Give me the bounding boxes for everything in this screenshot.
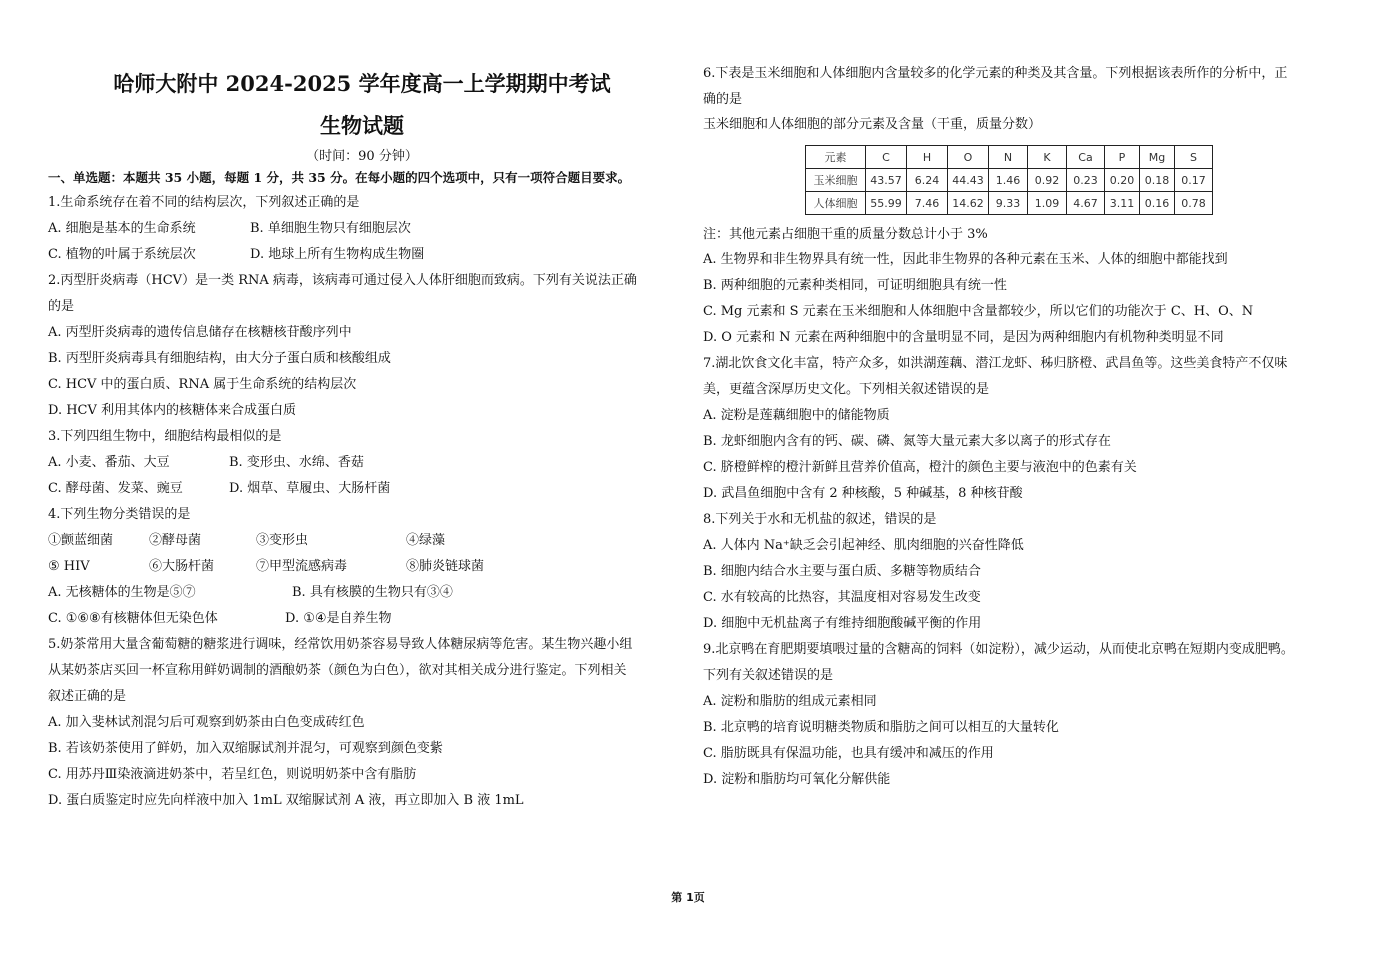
element-table — [805, 145, 1213, 215]
table-cell: 44.43 — [948, 169, 989, 192]
table-header-cell: S — [1175, 146, 1213, 169]
table-header-cell: O — [948, 146, 989, 169]
table-header-cell: Mg — [1140, 146, 1175, 169]
table-header-cell: K — [1028, 146, 1067, 169]
q6-option-c: C. Mg 元素和 S 元素在玉米细胞和人体细胞中含量都较少，所以它们的功能次于 C、H、O、N — [703, 304, 1254, 319]
q8-option-c: C. 水有较高的比热容，其温度相对容易发生改变 — [703, 590, 981, 605]
q1-option-c: C. 植物的叶属于系统层次 — [48, 247, 196, 262]
q4-item-4: ④绿藻 — [406, 533, 446, 548]
exam-title: 哈师大附中 2024-2025 学年度高一上学期期中考试 — [113, 71, 611, 96]
table-cell: 0.18 — [1140, 169, 1175, 192]
table-cell: 0.78 — [1175, 192, 1213, 215]
q7-option-a: A. 淀粉是莲藕细胞中的储能物质 — [703, 408, 890, 423]
q5-option-d: D. 蛋白质鉴定时应先向样液中加入 1mL 双缩脲试剂 A 液，再立即加入 B 液 1mL — [48, 793, 524, 808]
q3-option-c: C. 酵母菌、发菜、豌豆 — [48, 481, 183, 496]
subject-title: 生物试题 — [320, 113, 404, 138]
q7-option-b: B. 龙虾细胞内含有的钙、碳、磷、氮等大量元素大多以离子的形式存在 — [703, 434, 1111, 449]
q2-option-c: C. HCV 中的蛋白质、RNA 属于生命系统的结构层次 — [48, 377, 357, 392]
q5-option-c: C. 用苏丹Ⅲ染液滴进奶茶中，若呈红色，则说明奶茶中含有脂肪 — [48, 767, 417, 782]
q9-stem-line1: 9.北京鸭在育肥期要填喂过量的含糖高的饲料（如淀粉），减少运动，从而使北京鸭在短期内变成肥鸭。 — [703, 642, 1294, 657]
q5-option-a: A. 加入斐林试剂混匀后可观察到奶茶由白色变成砖红色 — [48, 715, 365, 730]
table-cell: 0.20 — [1105, 169, 1140, 192]
table-cell: 1.09 — [1028, 192, 1067, 215]
exam-duration: （时间：90 分钟） — [306, 149, 418, 164]
table-header-cell: P — [1105, 146, 1140, 169]
table-cell: 0.16 — [1140, 192, 1175, 215]
q4-option-b: B. 具有核膜的生物只有③④ — [292, 585, 453, 600]
table-cell: 14.62 — [948, 192, 989, 215]
q9-option-d: D. 淀粉和脂肪均可氧化分解供能 — [703, 772, 891, 787]
table-cell: 43.57 — [866, 169, 907, 192]
table-header-row — [806, 146, 1213, 169]
q4-item-5: ⑤ HIV — [48, 559, 90, 574]
table-cell: 7.46 — [907, 192, 948, 215]
q1-option-d: D. 地球上所有生物构成生物圈 — [250, 247, 425, 262]
q5-stem-line3: 叙述正确的是 — [48, 689, 127, 704]
q3-option-a: A. 小麦、番茄、大豆 — [48, 455, 170, 470]
q4-item-3: ③变形虫 — [256, 533, 309, 548]
q6-option-d: D. O 元素和 N 元素在两种细胞中的含量明显不同，是因为两种细胞内有机物种类明显不同 — [703, 330, 1224, 345]
q4-option-a: A. 无核糖体的生物是⑤⑦ — [48, 585, 196, 600]
table-row — [806, 169, 1213, 192]
q6-stem-line1: 6.下表是玉米细胞和人体细胞内含量较多的化学元素的种类及其含量。下列根据该表所作的分析中，正 — [703, 66, 1288, 81]
table-note: 注：其他元素占细胞干重的质量分数总计小于 3% — [703, 227, 988, 242]
table-cell: 0.23 — [1067, 169, 1105, 192]
q2-option-a: A. 丙型肝炎病毒的遗传信息储存在核糖核苷酸序列中 — [48, 325, 352, 340]
q7-option-c: C. 脐橙鲜榨的橙汁新鲜且营养价值高，橙汁的颜色主要与液泡中的色素有关 — [703, 460, 1137, 475]
q8-option-d: D. 细胞中无机盐离子有维持细胞酸碱平衡的作用 — [703, 616, 982, 631]
q5-option-b: B. 若该奶茶使用了鲜奶，加入双缩脲试剂并混匀，可观察到颜色变紫 — [48, 741, 443, 756]
table-header-cell: N — [989, 146, 1028, 169]
q9-option-a: A. 淀粉和脂肪的组成元素相同 — [703, 694, 877, 709]
q5-stem-line1: 5.奶茶常用大量含葡萄糖的糖浆进行调味，经常饮用奶茶容易导致人体糖尿病等危害。某生物兴趣小组 — [48, 637, 633, 652]
q6-option-a: A. 生物界和非生物界具有统一性，因此非生物界的各种元素在玉米、人体的细胞中都能找到 — [703, 252, 1228, 267]
q9-stem-line2: 下列有关叙述错误的是 — [703, 668, 834, 683]
q9-option-c: C. 脂肪既具有保温功能，也具有缓冲和减压的作用 — [703, 746, 994, 761]
q6-stem-line2: 确的是 — [703, 92, 743, 107]
q3-option-b: B. 变形虫、水绵、香菇 — [229, 455, 364, 470]
q3-option-d: D. 烟草、草履虫、大肠杆菌 — [229, 481, 391, 496]
q8-stem: 8.下列关于水和无机盐的叙述，错误的是 — [703, 512, 937, 527]
q7-stem-line1: 7.湖北饮食文化丰富，特产众多，如洪湖莲藕、潜江龙虾、秭归脐橙、武昌鱼等。这些美食特产不仅味 — [703, 356, 1288, 371]
page-number: 第 1页 — [671, 891, 705, 904]
table-cell: 玉米细胞 — [806, 169, 866, 192]
table-cell: 9.33 — [989, 192, 1028, 215]
q2-stem-line1: 2.丙型肝炎病毒（HCV）是一类 RNA 病毒，该病毒可通过侵入人体肝细胞而致病。下列有关说法正确 — [48, 273, 637, 288]
q2-option-b: B. 丙型肝炎病毒具有细胞结构，由大分子蛋白质和核酸组成 — [48, 351, 391, 366]
table-cell: 0.17 — [1175, 169, 1213, 192]
table-cell: 0.92 — [1028, 169, 1067, 192]
q8-option-b: B. 细胞内结合水主要与蛋白质、多糖等物质结合 — [703, 564, 981, 579]
q4-item-8: ⑧肺炎链球菌 — [406, 559, 485, 574]
q8-option-a: A. 人体内 Na⁺缺乏会引起神经、肌肉细胞的兴奋性降低 — [703, 538, 1024, 553]
table-header-cell: 元素 — [806, 146, 866, 169]
q1-option-a: A. 细胞是基本的生命系统 — [48, 221, 196, 236]
q2-stem-line2: 的是 — [48, 299, 75, 314]
q4-item-7: ⑦甲型流感病毒 — [256, 559, 348, 574]
q4-item-2: ②酵母菌 — [149, 533, 202, 548]
q7-option-d: D. 武昌鱼细胞中含有 2 种核酸，5 种碱基，8 种核苷酸 — [703, 486, 1023, 501]
table-header-cell: Ca — [1067, 146, 1105, 169]
table-cell: 3.11 — [1105, 192, 1140, 215]
table-cell: 人体细胞 — [806, 192, 866, 215]
q4-option-c: C. ①⑥⑧有核糖体但无染色体 — [48, 611, 218, 626]
q4-item-6: ⑥大肠杆菌 — [149, 559, 215, 574]
q9-option-b: B. 北京鸭的培育说明糖类物质和脂肪之间可以相互的大量转化 — [703, 720, 1059, 735]
q4-item-1: ①颤蓝细菌 — [48, 533, 114, 548]
q5-stem-line2: 从某奶茶店买回一杯宣称用鲜奶调制的酒酿奶茶（颜色为白色），欲对其相关成分进行鉴定。下列相关 — [48, 663, 627, 678]
table-cell: 55.99 — [866, 192, 907, 215]
table-row — [806, 192, 1213, 215]
q4-option-d: D. ①④是自养生物 — [285, 611, 392, 626]
table-header-cell: H — [907, 146, 948, 169]
table-header-cell: C — [866, 146, 907, 169]
table-cell: 1.46 — [989, 169, 1028, 192]
section-heading: 一、单选题：本题共 35 小题，每题 1 分，共 35 分。在每小题的四个选项中，只有一项符合题目要求。 — [48, 170, 631, 185]
q6-option-b: B. 两种细胞的元素种类相同，可证明细胞具有统一性 — [703, 278, 1007, 293]
q2-option-d: D. HCV 利用其体内的核糖体来合成蛋白质 — [48, 403, 297, 418]
q1-stem: 1.生命系统存在着不同的结构层次，下列叙述正确的是 — [48, 195, 360, 210]
q1-option-b: B. 单细胞生物只有细胞层次 — [250, 221, 411, 236]
q7-stem-line2: 美，更蕴含深厚历史文化。下列相关叙述错误的是 — [703, 382, 990, 397]
q3-stem: 3.下列四组生物中，细胞结构最相似的是 — [48, 429, 282, 444]
q4-stem: 4.下列生物分类错误的是 — [48, 507, 191, 522]
table-cell: 6.24 — [907, 169, 948, 192]
table-cell: 4.67 — [1067, 192, 1105, 215]
table-caption: 玉米细胞和人体细胞的部分元素及含量（干重，质量分数） — [703, 117, 1042, 132]
